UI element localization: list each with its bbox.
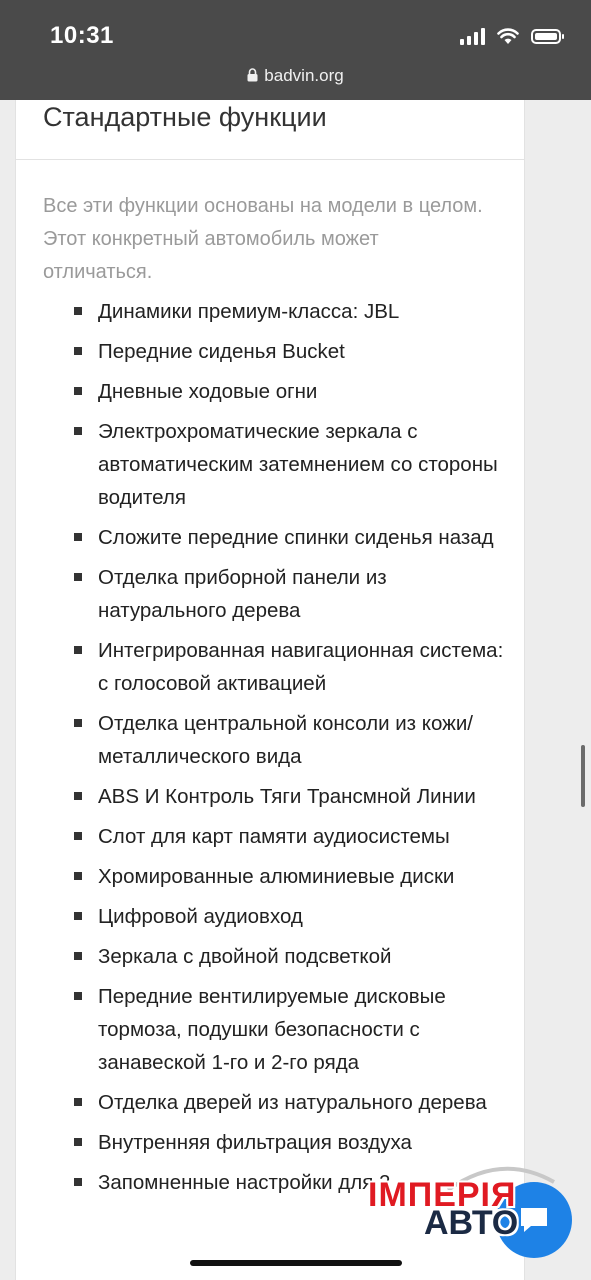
feature-text: ABS И Контроль Тяги Трансмной Линии	[98, 785, 476, 808]
bullet-icon	[74, 387, 82, 395]
url-bar[interactable]	[0, 66, 591, 86]
feature-text: Дневные ходовые огни	[98, 380, 318, 403]
bullet-icon	[74, 1138, 82, 1146]
bullet-icon	[74, 719, 82, 727]
bullet-icon	[74, 307, 82, 315]
scrollbar[interactable]	[581, 745, 585, 807]
feature-text: Слот для карт памяти аудиосистемы	[98, 825, 450, 848]
home-indicator[interactable]	[190, 1260, 402, 1266]
bullet-icon	[74, 347, 82, 355]
feature-text: Зеркала с двойной подсветкой	[98, 945, 392, 968]
watermark-line2: АВТО	[424, 1204, 519, 1242]
bullet-icon	[74, 952, 82, 960]
bullet-icon	[74, 1178, 82, 1186]
chat-icon	[517, 1204, 551, 1236]
feature-item	[16, 980, 524, 1079]
feature-item	[16, 561, 524, 627]
feature-item	[16, 860, 524, 893]
bullet-icon	[74, 646, 82, 654]
feature-item	[16, 335, 524, 368]
bullet-icon	[74, 533, 82, 541]
feature-text: Отделка дверей из натурального дерева	[98, 1091, 487, 1114]
feature-item	[16, 1126, 524, 1159]
lock-icon	[247, 68, 258, 82]
feature-text: Отделка приборной панели из натурального дерева	[98, 566, 387, 622]
feature-item	[16, 1086, 524, 1119]
status-icons	[460, 27, 561, 45]
feature-item	[16, 295, 524, 328]
feature-item	[16, 415, 524, 514]
feature-text: Передние вентилируемые дисковые тормоза, подушки безопасности с занавеской 1-го и 2-го ряда	[98, 985, 446, 1074]
standard-features-card	[15, 100, 525, 1280]
battery-icon	[531, 29, 561, 44]
card-title: Стандартные функции	[43, 102, 327, 132]
feature-item	[16, 940, 524, 973]
status-time: 10:31	[50, 22, 114, 49]
bullet-icon	[74, 573, 82, 581]
bullet-icon	[74, 1098, 82, 1106]
feature-text: Интегрированная навигационная система: с голосовой активацией	[98, 639, 504, 695]
card-header	[16, 100, 524, 160]
feature-item	[16, 900, 524, 933]
feature-text: Динамики премиум-класса: JBL	[98, 300, 400, 323]
browser-top-bar	[0, 0, 591, 100]
feature-text: Запомненные настройки для 2	[98, 1171, 391, 1194]
feature-item	[16, 707, 524, 773]
bullet-icon	[74, 992, 82, 1000]
feature-text: Хромированные алюминиевые диски	[98, 865, 455, 888]
bullet-icon	[74, 872, 82, 880]
url-text: badvin.org	[264, 66, 344, 85]
feature-text: Внутренняя фильтрация воздуха	[98, 1131, 412, 1154]
bullet-icon	[74, 912, 82, 920]
feature-item	[16, 521, 524, 554]
feature-text: Цифровой аудиовход	[98, 905, 303, 928]
bullet-icon	[74, 792, 82, 800]
wifi-icon	[497, 28, 519, 45]
bullet-icon	[74, 427, 82, 435]
feature-item	[16, 634, 524, 700]
feature-text: Отделка центральной консоли из кожи/металлического вида	[98, 712, 473, 768]
bullet-icon	[74, 832, 82, 840]
feature-text: Передние сиденья Bucket	[98, 340, 345, 363]
feature-text: Электрохроматические зеркала с автоматическим затемнением со стороны водителя	[98, 420, 498, 509]
feature-item	[16, 780, 524, 813]
features-list	[16, 295, 524, 1206]
feature-item	[16, 820, 524, 853]
card-intro-text: Все эти функции основаны на модели в целом. Этот конкретный автомобиль может отличаться.	[43, 195, 483, 283]
feature-text: Сложите передние спинки сиденья назад	[98, 526, 494, 549]
cellular-signal-icon	[460, 27, 485, 45]
feature-item	[16, 375, 524, 408]
watermark-line1: ІМПЕРІЯ	[368, 1176, 517, 1214]
